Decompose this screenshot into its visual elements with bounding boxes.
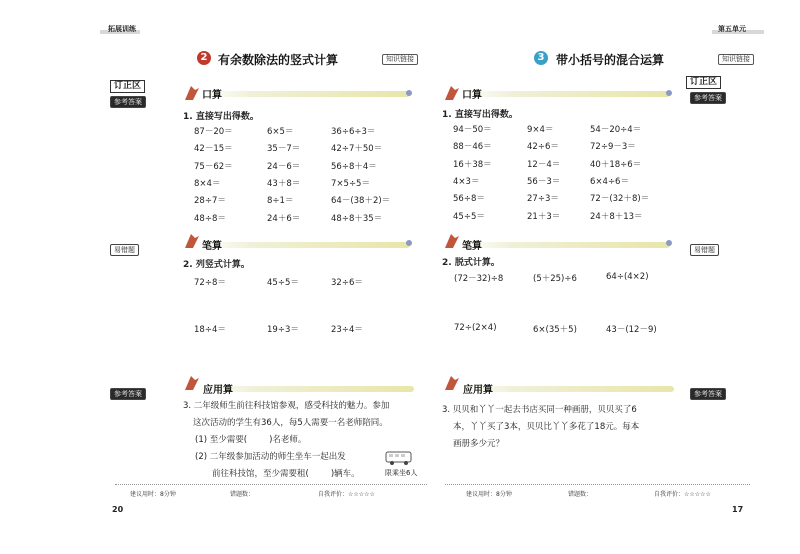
left-written-item: 23÷4＝ bbox=[331, 325, 363, 335]
right-mental-question: 1. 直接写出得数。 bbox=[442, 110, 518, 120]
left-applied-sub2-line2 bbox=[212, 466, 360, 483]
right-mental-item: 56÷8＝ bbox=[453, 194, 485, 205]
right-side-tag-answers: 参考答案 bbox=[690, 92, 726, 104]
left-applied-line1: 3. 二年级师生前往科技馆参观，感受科技的魅力。参加 bbox=[183, 401, 390, 411]
left-written-heading: 笔算 bbox=[202, 241, 222, 252]
left-mental-dot-icon bbox=[406, 90, 412, 96]
left-side-tag-answers-2: 参考答案 bbox=[110, 388, 146, 400]
right-mental-item: 27÷3＝ bbox=[527, 194, 559, 205]
right-footer-time: 建议用时：8分钟 bbox=[466, 491, 512, 498]
bus-caption: 限乘坐6人 bbox=[385, 469, 418, 477]
left-mental-item: 7×5÷5＝ bbox=[331, 178, 370, 189]
left-side-tag-errors: 易错题 bbox=[110, 244, 139, 256]
right-mental-item: 9×4＝ bbox=[527, 125, 554, 135]
hand-pencil-icon bbox=[183, 84, 201, 102]
right-applied-heading: 应用算 bbox=[463, 385, 493, 396]
hand-pencil-icon bbox=[183, 374, 201, 392]
left-mental-item: 43＋8＝ bbox=[267, 178, 301, 189]
left-footer-errors: 错题数： bbox=[230, 491, 255, 498]
right-written-item: (5＋25)÷6 bbox=[533, 274, 577, 284]
left-footer-rating bbox=[318, 489, 375, 498]
left-header-tag: 拓展训练 bbox=[108, 25, 136, 33]
left-applied-line2: 这次活动的学生有36人，每5人需要一名老师陪同。 bbox=[193, 418, 388, 428]
left-mental-item: 87－20＝ bbox=[194, 127, 233, 137]
right-mental-item: 72－(32＋8)＝ bbox=[590, 194, 650, 205]
left-mental-bar bbox=[200, 91, 410, 97]
left-mental-item: 8÷1＝ bbox=[267, 196, 294, 207]
right-written-item: 64÷(4×2) bbox=[606, 272, 649, 282]
left-mental-item: 48÷8＝ bbox=[194, 213, 226, 224]
hand-pencil-icon bbox=[183, 232, 201, 250]
right-side-tag-errors: 易错题 bbox=[690, 244, 719, 256]
bus-icon bbox=[384, 449, 414, 467]
left-applied-sub1-post: )名老师。 bbox=[269, 435, 307, 445]
left-written-item: 18÷4＝ bbox=[194, 325, 226, 335]
right-mental-item: 16＋38＝ bbox=[453, 159, 492, 170]
right-mental-dot-icon bbox=[666, 90, 672, 96]
left-written-item: 32÷6＝ bbox=[331, 278, 363, 288]
hand-pencil-icon bbox=[443, 374, 461, 392]
right-written-heading: 笔算 bbox=[462, 241, 482, 252]
hand-pencil-icon bbox=[443, 232, 461, 250]
right-written-bar bbox=[460, 242, 670, 248]
left-mental-item: 24－6＝ bbox=[267, 161, 301, 172]
right-section-number: 3 bbox=[534, 51, 548, 65]
left-mental-item: 42－15＝ bbox=[194, 144, 233, 155]
right-footer-rating bbox=[654, 489, 711, 498]
star-rating-icon[interactable]: ☆☆☆☆☆ bbox=[684, 491, 711, 498]
right-mental-item: 4×3＝ bbox=[453, 176, 480, 187]
left-mental-item: 8×4＝ bbox=[194, 178, 221, 189]
left-written-bar bbox=[200, 242, 410, 248]
right-mental-item: 12－4＝ bbox=[527, 159, 561, 170]
right-mental-heading: 口算 bbox=[462, 90, 482, 101]
left-applied-sub2-post: )辆车。 bbox=[330, 469, 360, 479]
right-mental-item: 94－50＝ bbox=[453, 125, 492, 135]
right-footer-errors: 错题数： bbox=[568, 491, 593, 498]
left-correction-box: 订正区 bbox=[110, 80, 145, 93]
right-applied-line2: 本，丫丫买了3本，贝贝比丫丫多花了18元。每本 bbox=[453, 422, 640, 432]
left-applied-sub2-pre: 前往科技馆，至少需要租( bbox=[212, 469, 309, 479]
right-written-item: 6×(35＋5) bbox=[533, 325, 577, 335]
left-mental-question: 1. 直接写出得数。 bbox=[183, 112, 259, 122]
right-header-tag: 第五单元 bbox=[718, 25, 746, 33]
right-correction-box: 订正区 bbox=[686, 76, 721, 89]
star-rating-icon[interactable]: ☆☆☆☆☆ bbox=[348, 491, 375, 498]
right-page-number: 17 bbox=[732, 505, 744, 514]
right-mental-item: 21＋3＝ bbox=[527, 211, 561, 222]
right-mental-item: 40＋18÷6＝ bbox=[590, 159, 642, 170]
left-applied-sub2-line1: (2) 二年级参加活动的师生坐车一起出发 bbox=[195, 452, 346, 462]
left-section-title: 有余数除法的竖式计算 bbox=[218, 53, 339, 67]
right-written-item: 43－(12－9) bbox=[606, 325, 657, 335]
left-section-badge: 知识链接 bbox=[382, 54, 418, 65]
right-mental-item: 42÷6＝ bbox=[527, 142, 559, 153]
left-written-item: 45÷5＝ bbox=[267, 278, 299, 288]
right-mental-item: 24＋8＋13＝ bbox=[590, 211, 643, 222]
right-footer-line bbox=[445, 484, 750, 485]
left-mental-item: 35－7＝ bbox=[267, 144, 301, 155]
right-mental-item: 45÷5＝ bbox=[453, 211, 485, 222]
right-side-tag-answers-2: 参考答案 bbox=[690, 388, 726, 400]
left-applied-sub1 bbox=[195, 432, 306, 449]
left-written-question: 2. 列竖式计算。 bbox=[183, 260, 250, 270]
left-mental-item: 48÷8＋35＝ bbox=[331, 213, 383, 224]
right-footer-rating-label: 自我评价： bbox=[654, 491, 685, 498]
right-section-badge: 知识链接 bbox=[718, 54, 754, 65]
right-written-item: (72－32)÷8 bbox=[454, 274, 504, 284]
left-side-tag-answers: 参考答案 bbox=[110, 96, 146, 108]
left-mental-item: 6×5＝ bbox=[267, 127, 294, 137]
left-section-number: 2 bbox=[197, 51, 211, 65]
right-written-item: 72÷(2×4) bbox=[454, 323, 497, 333]
left-applied-heading: 应用算 bbox=[203, 385, 233, 396]
left-footer-time: 建议用时：8分钟 bbox=[130, 491, 176, 498]
left-mental-item: 42÷7＋50＝ bbox=[331, 144, 383, 155]
left-mental-item: 75－62＝ bbox=[194, 161, 233, 172]
right-applied-line3: 画册多少元？ bbox=[453, 439, 505, 449]
left-footer-line bbox=[115, 484, 427, 485]
right-applied-line1: 3. 贝贝和丫丫一起去书店买同一种画册，贝贝买了6 bbox=[442, 405, 637, 415]
left-mental-heading: 口算 bbox=[202, 90, 222, 101]
left-mental-item: 64－(38＋2)＝ bbox=[331, 196, 391, 207]
right-mental-item: 54－20÷4＝ bbox=[590, 125, 642, 135]
right-mental-item: 6×4÷6＝ bbox=[590, 176, 629, 187]
right-written-dot-icon bbox=[666, 240, 672, 246]
right-section-title: 带小括号的混合运算 bbox=[556, 53, 665, 67]
left-written-item: 72÷8＝ bbox=[194, 278, 226, 288]
left-mental-item: 56÷8＋4＝ bbox=[331, 161, 377, 172]
left-mental-item: 36÷6÷3＝ bbox=[331, 127, 376, 137]
right-written-question: 2. 脱式计算。 bbox=[442, 258, 500, 268]
left-footer-rating-label: 自我评价： bbox=[318, 491, 349, 498]
hand-pencil-icon bbox=[443, 84, 461, 102]
left-written-dot-icon bbox=[406, 240, 412, 246]
right-mental-item: 56－3＝ bbox=[527, 176, 561, 187]
left-applied-sub1-pre: (1) 至少需要( bbox=[195, 435, 248, 445]
right-mental-bar bbox=[460, 91, 670, 97]
left-mental-item: 28÷7＝ bbox=[194, 196, 226, 207]
right-mental-item: 88－46＝ bbox=[453, 142, 492, 153]
left-mental-item: 24＋6＝ bbox=[267, 213, 301, 224]
right-mental-item: 72÷9－3＝ bbox=[590, 142, 636, 153]
left-written-item: 19÷3＝ bbox=[267, 325, 299, 335]
left-page-number: 20 bbox=[112, 505, 124, 514]
